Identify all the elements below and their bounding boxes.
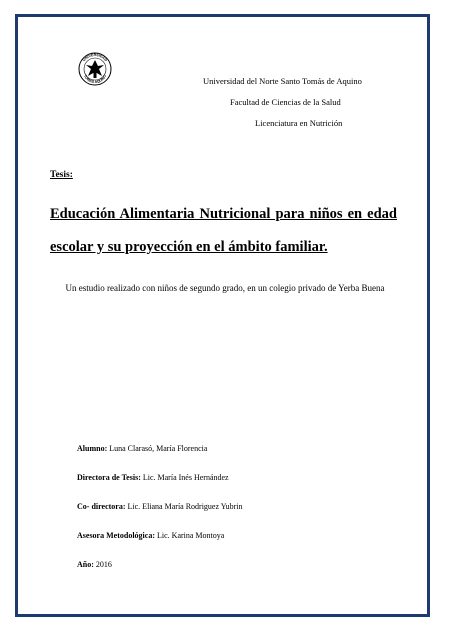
svg-text:UNIVERSIDAD: UNIVERSIDAD	[81, 52, 109, 63]
university-name: Universidad del Norte Santo Tomás de Aquino	[203, 76, 362, 86]
svg-text:TOMAS AQUINO: TOMAS AQUINO	[82, 74, 108, 85]
detail-label: Directora de Tesis	[77, 473, 139, 482]
detail-value: Luna Clarasó, María Florencia	[107, 444, 208, 453]
detail-value: 2016	[93, 560, 112, 569]
detail-label: Año	[77, 560, 92, 569]
detail-director: Directora de Tesis: Lic. María Inés Hernández	[77, 473, 229, 482]
detail-year: Año: 2016	[77, 560, 112, 569]
degree-name: Licenciatura en Nutrición	[255, 118, 343, 128]
detail-value: Lic. Karina Montoya	[155, 531, 225, 540]
detail-value: Lic. Eliana María Rodriguez Yubrin	[125, 502, 243, 511]
detail-value: Lic. María Inés Hernández	[140, 473, 229, 482]
detail-label: Asesora Metodológica	[77, 531, 153, 540]
detail-label: Alumno	[77, 444, 105, 453]
detail-co-director: Co- directora: Lic. Eliana María Rodriguez Yubrin	[77, 502, 243, 511]
detail-student: Alumno: Luna Clarasó, María Florencia	[77, 444, 208, 453]
thesis-title: Educación Alimentaria Nutricional para niños en edad escolar y su proyección en el ámbito familiar.	[50, 206, 397, 255]
detail-label: Co- directora	[77, 502, 123, 511]
thesis-label: Tesis:	[50, 170, 73, 180]
faculty-name: Facultad de Ciencias de la Salud	[230, 97, 341, 107]
detail-methodology-advisor: Asesora Metodológica: Lic. Karina Montoya	[77, 531, 225, 540]
university-seal-icon	[78, 52, 112, 86]
thesis-subtitle: Un estudio realizado con niños de segundo grado, en un colegio privado de Yerba Buena	[65, 283, 385, 293]
